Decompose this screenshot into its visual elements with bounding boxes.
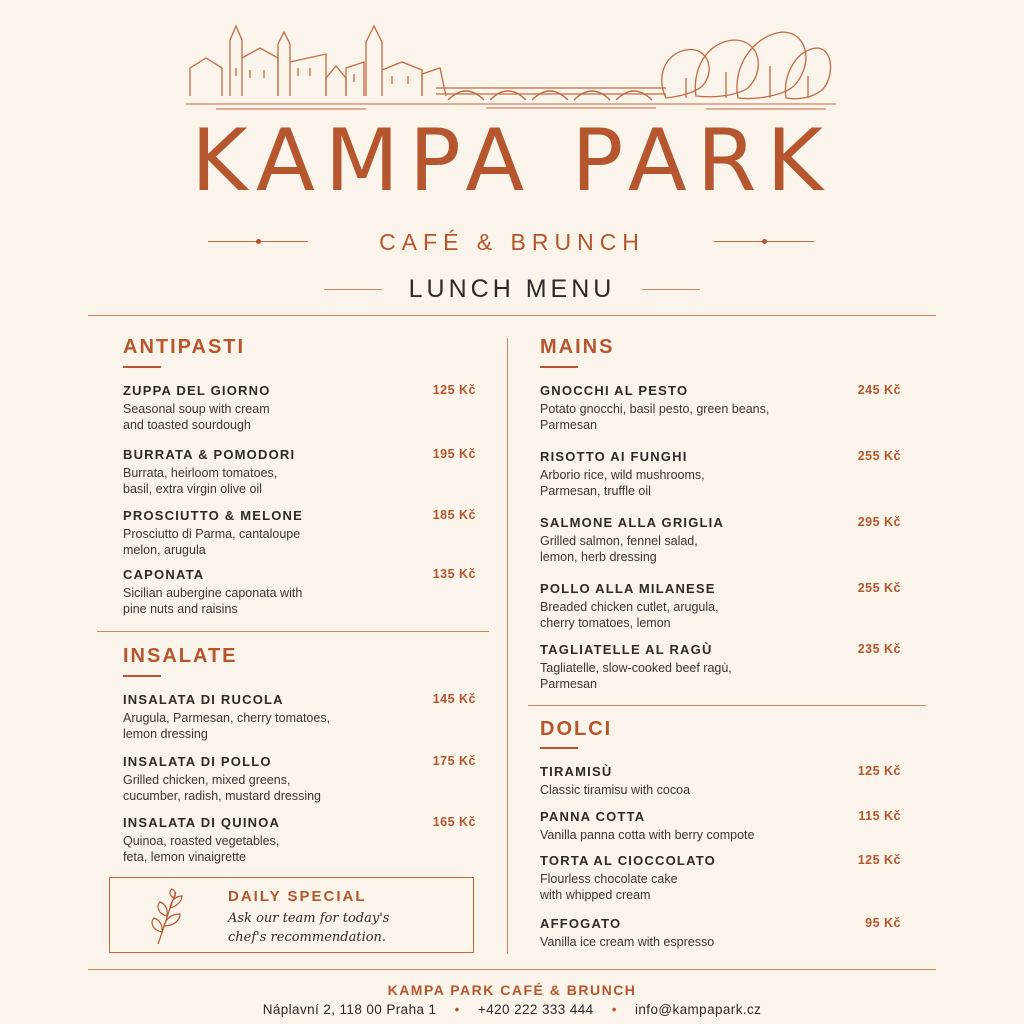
menu-item-price: 185 Kč (432, 508, 476, 522)
menu-title: LUNCH MENU (408, 275, 616, 303)
menu-item-description-line: Classic tiramisu with cocoa (540, 783, 691, 797)
menu-item (123, 815, 476, 865)
menu-item (540, 642, 901, 692)
menu-item-name: TORTA AL CIOCCOLATO (540, 853, 716, 868)
footer-phone[interactable]: +420 222 333 444 (477, 1002, 594, 1017)
menu-item-name: AFFOGATO (540, 916, 622, 931)
menu-item-name: PANNA COTTA (540, 809, 646, 824)
menu-item-description-line: Seasonal soup with cream (123, 402, 270, 416)
menu-item-description-line: pine nuts and raisins (123, 602, 238, 616)
menu-item-description-line: cucumber, radish, mustard dressing (123, 789, 322, 803)
menu-item-name: INSALATA DI POLLO (123, 754, 272, 769)
menu-item (540, 383, 901, 433)
daily-special-title: DAILY SPECIAL (228, 888, 367, 905)
menu-item-description (540, 782, 770, 798)
menu-item (540, 853, 901, 903)
leaf-sprig-icon (150, 888, 186, 946)
menu-item-description (123, 465, 353, 497)
menu-item-price: 245 Kč (857, 383, 901, 397)
menu-item-description (540, 467, 770, 499)
menu-item-description (540, 934, 770, 950)
footer-divider (88, 969, 936, 970)
footer-separator: • (611, 1002, 617, 1017)
top-divider (88, 315, 936, 316)
section-divider (528, 705, 926, 706)
menu-item-description-line: melon, arugula (123, 543, 206, 557)
menu-item-description-line: Quinoa, roasted vegetables, (123, 834, 280, 848)
menu-item-description-line: Breaded chicken cutlet, arugula, (540, 600, 719, 614)
menu-item-price: 95 Kč (865, 916, 901, 930)
menu-item-description-line: Parmesan (540, 677, 597, 691)
menu-item (123, 508, 476, 558)
menu-item-price: 195 Kč (432, 447, 476, 461)
footer-email[interactable]: info@kampapark.cz (635, 1002, 762, 1017)
menu-item (123, 447, 476, 497)
menu-item-name: TIRAMISÙ (540, 764, 613, 779)
menu-item-description-line: Grilled chicken, mixed greens, (123, 773, 291, 787)
menu-item-name: CAPONATA (123, 567, 205, 582)
menu-item-description-line: lemon dressing (123, 727, 208, 741)
section-title-mains: MAINS (540, 336, 615, 358)
menu-item-description-line: basil, extra virgin olive oil (123, 482, 262, 496)
menu-item-description-line: Grilled salmon, fennel salad, (540, 534, 698, 548)
menu-title-rule-right (642, 289, 700, 290)
menu-item-name: BURRATA & POMODORI (123, 447, 296, 462)
menu-item-price: 125 Kč (432, 383, 476, 397)
menu-item-description-line: Potato gnocchi, basil pesto, green beans, (540, 402, 770, 416)
menu-item-description-line: with whipped cream (540, 888, 651, 902)
menu-item-description-line: Flourless chocolate cake (540, 872, 678, 886)
footer-separator: • (454, 1002, 460, 1017)
section-title-dolci: DOLCI (540, 718, 613, 740)
menu-item-name: PROSCIUTTO & MELONE (123, 508, 304, 523)
menu-item (540, 449, 901, 499)
menu-item-description-line: Arborio rice, wild mushrooms, (540, 468, 705, 482)
menu-item-name: RISOTTO AI FUNGHI (540, 449, 688, 464)
menu-item-price: 295 Kč (857, 515, 901, 529)
menu-item (540, 916, 901, 950)
menu-item-description-line: and toasted sourdough (123, 418, 251, 432)
menu-item-description-line: Prosciutto di Parma, cantaloupe (123, 527, 301, 541)
prague-skyline-illustration (186, 18, 836, 110)
menu-item-name: POLLO ALLA MILANESE (540, 581, 716, 596)
menu-item-description-line: cherry tomatoes, lemon (540, 616, 671, 630)
section-title-insalate: INSALATE (123, 645, 238, 667)
tagline-ornament-right (714, 241, 814, 242)
menu-item-description-line: Tagliatelle, slow-cooked beef ragù, (540, 661, 732, 675)
menu-item-price: 255 Kč (857, 449, 901, 463)
menu-item (123, 692, 476, 742)
menu-item (123, 754, 476, 804)
menu-item-price: 235 Kč (857, 642, 901, 656)
menu-item-description-line: lemon, herb dressing (540, 550, 657, 564)
menu-item-description (540, 660, 770, 692)
menu-item-price: 145 Kč (432, 692, 476, 706)
footer-address: Náplavní 2, 118 00 Praha 1 (262, 1002, 437, 1017)
menu-item-description (123, 772, 353, 804)
menu-item-description-line: Parmesan, truffle oil (540, 484, 651, 498)
section-title-antipasti: ANTIPASTI (123, 336, 246, 358)
section-rule (123, 366, 161, 368)
section-rule (123, 675, 161, 677)
menu-item (540, 764, 901, 798)
menu-item-name: INSALATA DI RUCOLA (123, 692, 284, 707)
menu-item-description (540, 827, 770, 843)
footer-restaurant-name: KAMPA PARK CAFÉ & BRUNCH (387, 982, 637, 998)
daily-special-text: Ask our team for today's chef's recommendation. (228, 911, 390, 945)
menu-item-description (540, 533, 770, 565)
menu-item-description (540, 871, 770, 903)
menu-item-description-line: Parmesan (540, 418, 597, 432)
menu-item-description (123, 710, 353, 742)
menu-item-description (123, 585, 353, 617)
menu-item-description-line: Vanilla ice cream with espresso (540, 935, 715, 949)
menu-item-name: GNOCCHI AL PESTO (540, 383, 689, 398)
menu-item (540, 809, 901, 843)
menu-item-name: INSALATA DI QUINOA (123, 815, 281, 830)
menu-item-name: ZUPPA DEL GIORNO (123, 383, 271, 398)
menu-item-description-line: Vanilla panna cotta with berry compote (540, 828, 755, 842)
menu-item-description (540, 401, 770, 433)
daily-special-box (109, 877, 474, 953)
menu-item (540, 581, 901, 631)
menu-item-description-line: feta, lemon vinaigrette (123, 850, 246, 864)
footer-contact (0, 1002, 1024, 1017)
restaurant-name: KAMPA PARK (191, 111, 833, 211)
menu-item-description (123, 401, 353, 433)
section-rule (540, 366, 578, 368)
section-rule (540, 747, 578, 749)
menu-item (540, 515, 901, 565)
menu-item-description (123, 526, 353, 558)
menu-item-price: 125 Kč (857, 764, 901, 778)
menu-item-description-line: Burrata, heirloom tomatoes, (123, 466, 278, 480)
menu-item-price: 135 Kč (432, 567, 476, 581)
menu-item (123, 383, 476, 433)
menu-item-description (123, 833, 353, 865)
column-divider (507, 338, 508, 954)
menu-item-price: 175 Kč (432, 754, 476, 768)
menu-item-price: 115 Kč (858, 809, 901, 823)
menu-item-name: SALMONE ALLA GRIGLIA (540, 515, 725, 530)
menu-item-description-line: Arugula, Parmesan, cherry tomatoes, (123, 711, 331, 725)
menu-item-description (540, 599, 770, 631)
menu-item-price: 255 Kč (857, 581, 901, 595)
menu-item-price: 125 Kč (857, 853, 901, 867)
menu-item (123, 567, 476, 617)
menu-item-price: 165 Kč (432, 815, 476, 829)
menu-item-name: TAGLIATELLE AL RAGÙ (540, 642, 713, 657)
menu-item-description-line: Sicilian aubergine caponata with (123, 586, 303, 600)
section-divider (97, 631, 489, 632)
tagline: CAFÉ & BRUNCH (379, 229, 645, 255)
